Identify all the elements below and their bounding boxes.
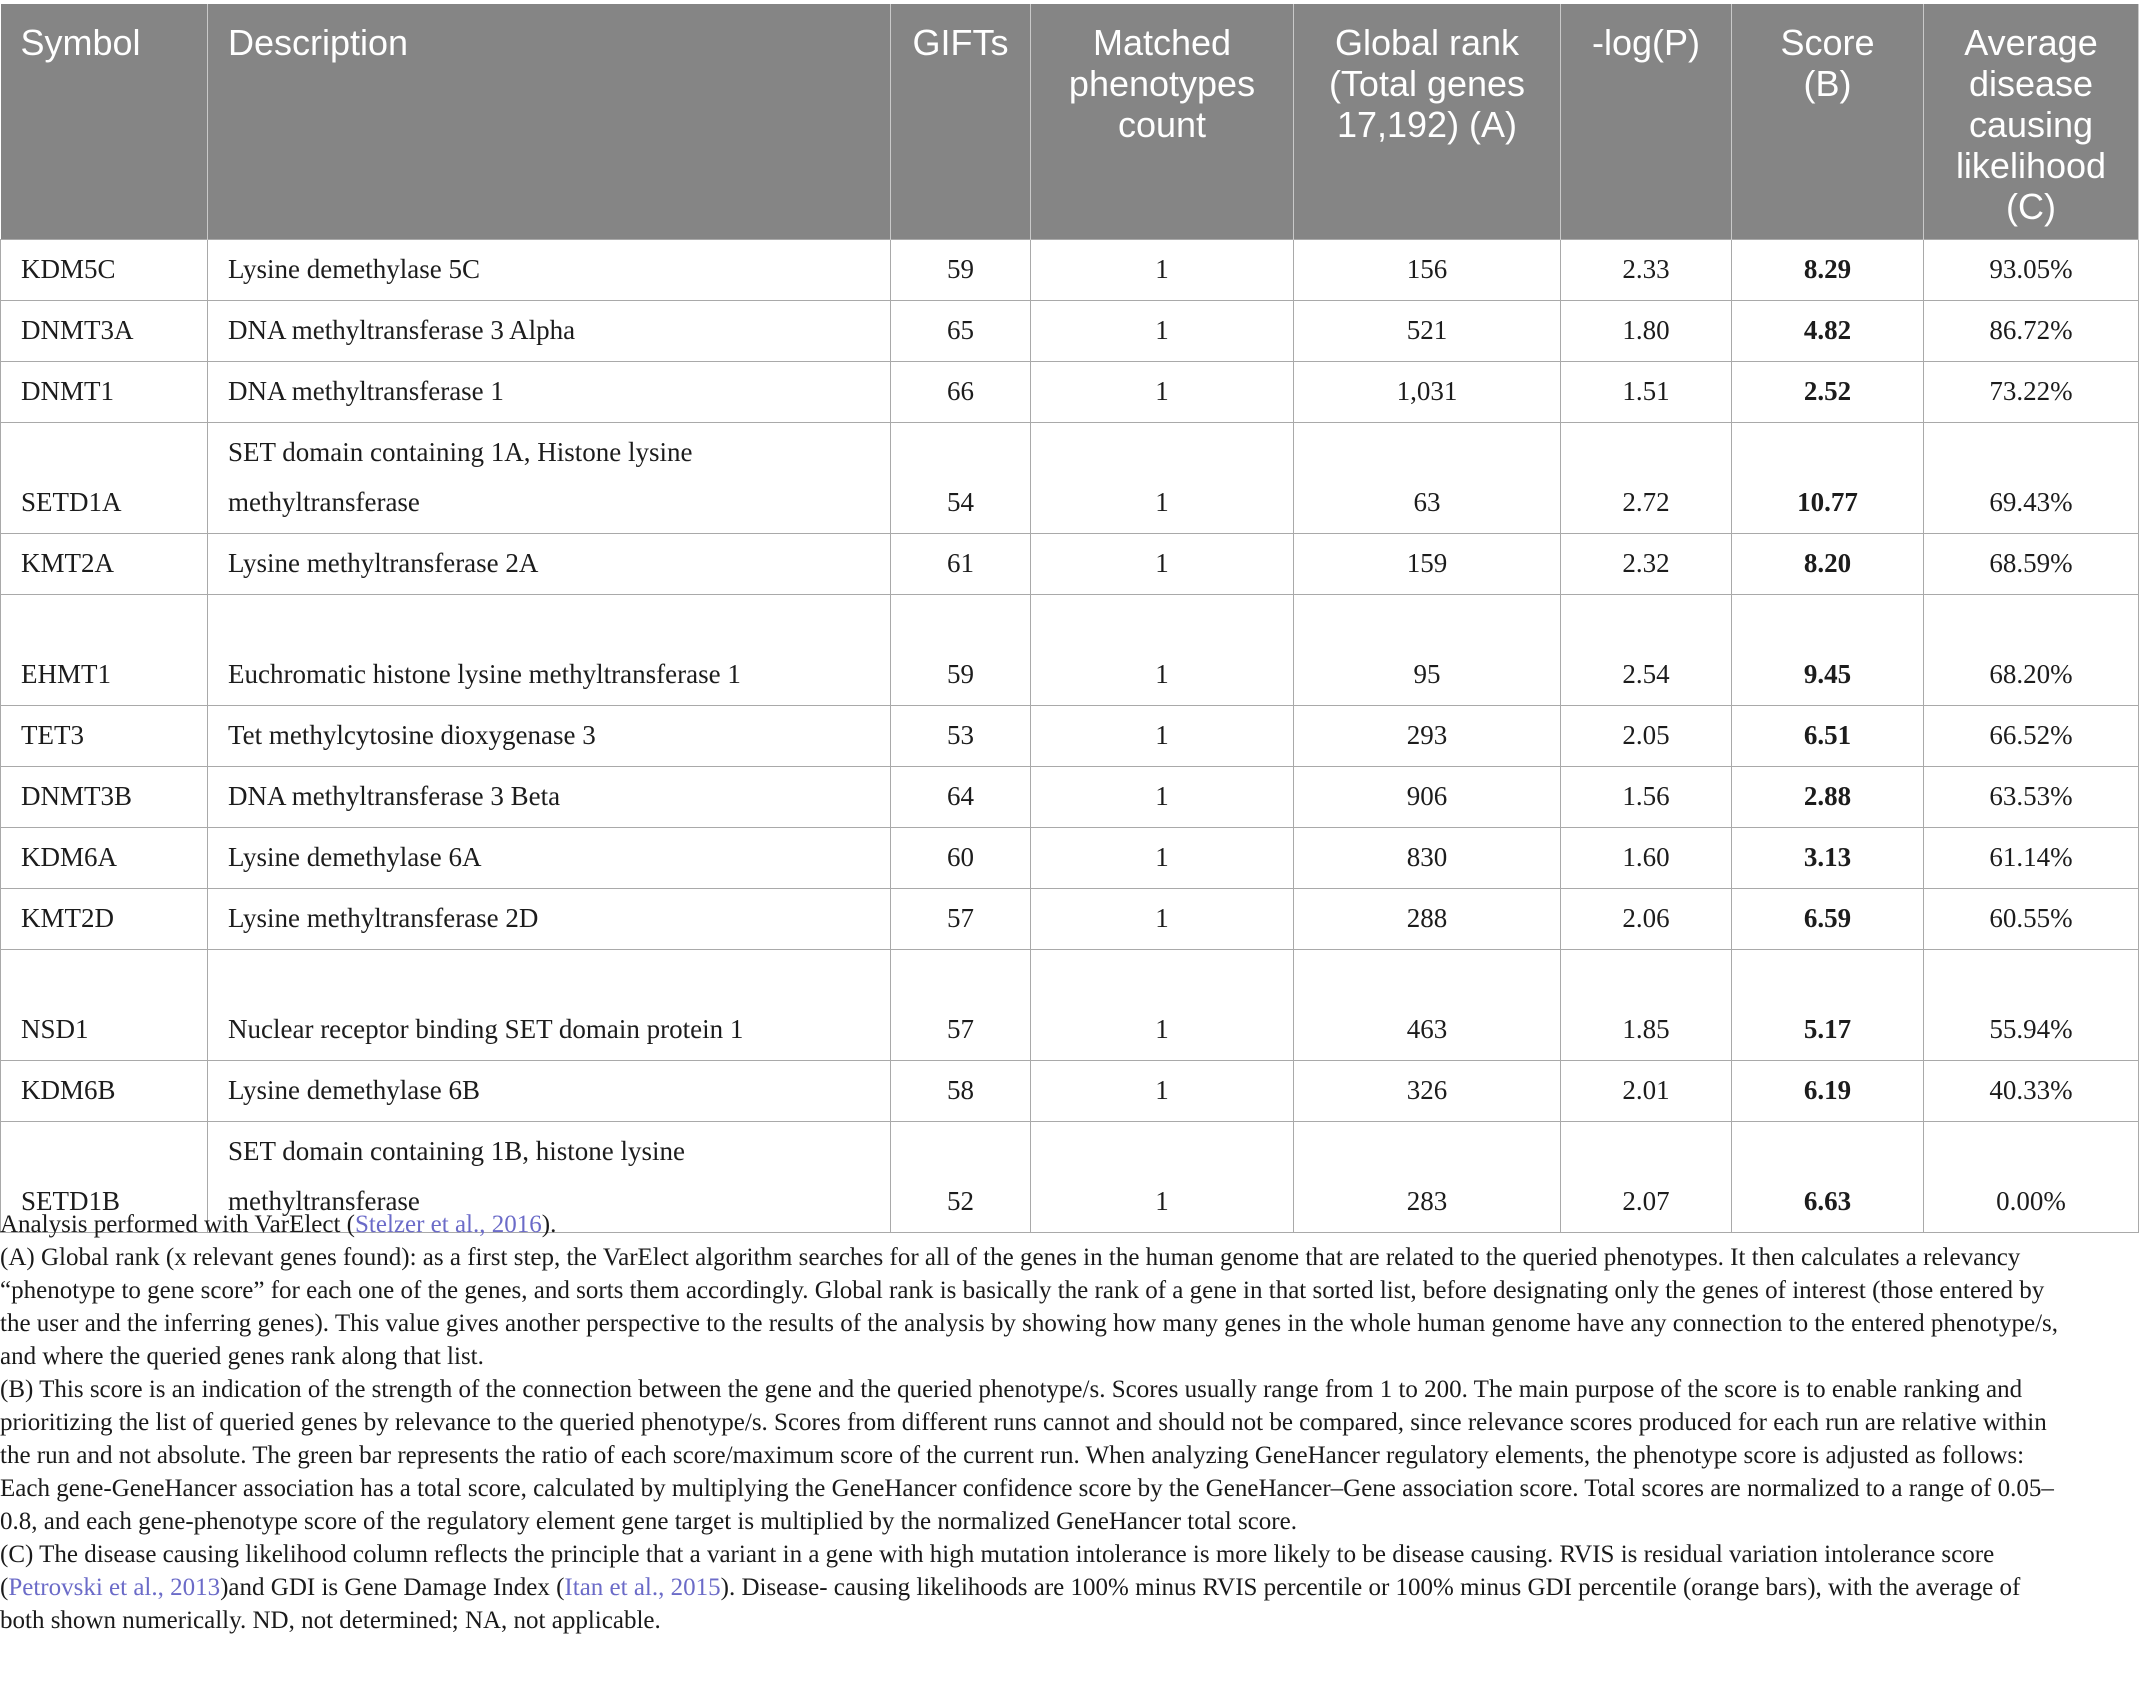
description-cell: Lysine demethylase 5C — [208, 240, 891, 301]
column-header: GIFTs — [891, 4, 1031, 240]
global-rank-cell: 159 — [1294, 534, 1561, 595]
score-cell: 10.77 — [1732, 423, 1924, 534]
score-cell: 8.20 — [1732, 534, 1924, 595]
gifts-cell: 59 — [891, 240, 1031, 301]
global-rank-cell: 830 — [1294, 828, 1561, 889]
table-row — [1, 706, 2139, 767]
score-cell: 8.29 — [1732, 240, 1924, 301]
likelihood-cell: 0.00% — [1924, 1122, 2139, 1233]
column-header: -log(P) — [1561, 4, 1732, 240]
description-cell: Lysine methyltransferase 2A — [208, 534, 891, 595]
table-header-row — [1, 4, 2139, 240]
score-cell: 3.13 — [1732, 828, 1924, 889]
likelihood-cell: 63.53% — [1924, 767, 2139, 828]
global-rank-cell: 283 — [1294, 1122, 1561, 1233]
likelihood-cell: 66.52% — [1924, 706, 2139, 767]
gifts-cell: 65 — [891, 301, 1031, 362]
column-header: Description — [208, 4, 891, 240]
table-row — [1, 950, 2139, 1061]
likelihood-cell: 68.20% — [1924, 595, 2139, 706]
logp-cell: 1.85 — [1561, 950, 1732, 1061]
matched-count-cell: 1 — [1031, 1122, 1294, 1233]
global-rank-cell: 326 — [1294, 1061, 1561, 1122]
description-cell: DNA methyltransferase 3 Beta — [208, 767, 891, 828]
symbol-cell: EHMT1 — [1, 595, 208, 706]
description-cell: Euchromatic histone lysine methyltransferase 1 — [208, 595, 891, 706]
likelihood-cell: 60.55% — [1924, 889, 2139, 950]
table-row — [1, 534, 2139, 595]
score-cell: 6.19 — [1732, 1061, 1924, 1122]
gifts-cell: 60 — [891, 828, 1031, 889]
table-row — [1, 362, 2139, 423]
score-cell: 6.63 — [1732, 1122, 1924, 1233]
gifts-cell: 53 — [891, 706, 1031, 767]
symbol-cell: TET3 — [1, 706, 208, 767]
itan-reference-link[interactable]: Itan et al., 2015 — [564, 1574, 721, 1601]
score-cell: 4.82 — [1732, 301, 1924, 362]
logp-cell: 1.80 — [1561, 301, 1732, 362]
logp-cell: 2.06 — [1561, 889, 1732, 950]
matched-count-cell: 1 — [1031, 950, 1294, 1061]
description-cell: Lysine demethylase 6B — [208, 1061, 891, 1122]
symbol-cell: KDM6B — [1, 1061, 208, 1122]
column-header: Global rank (Total genes 17,192) (A) — [1294, 4, 1561, 240]
description-cell: Tet methylcytosine dioxygenase 3 — [208, 706, 891, 767]
matched-count-cell: 1 — [1031, 423, 1294, 534]
matched-count-cell: 1 — [1031, 301, 1294, 362]
logp-cell: 2.32 — [1561, 534, 1732, 595]
global-rank-cell: 156 — [1294, 240, 1561, 301]
gifts-cell: 54 — [891, 423, 1031, 534]
gifts-cell: 64 — [891, 767, 1031, 828]
note-b: (B) This score is an indication of the strength of the connection between the gene and the queried phenotype/s. Scores usually range from 1 to 200. The main purpose of the score is to enable ranking and prioritizing the list of queried genes by relevance to the queried phenotype/s. Scores from different runs cannot and should not be compared, since relevance scores produced for each run are relative within the run and not absolute. The green bar represents the ratio of each score/maximum score of the current run. When analyzing GeneHancer regulatory elements, the phenotype score is adjusted as follows: Each gene-GeneHancer association has a total score, calculated by multiplying the GeneHancer confidence score by the GeneHancer–Gene association score. Total scores are normalized to a range of 0.05–0.8, and each gene-phenotype score of the regulatory element gene target is multiplied by the normalized GeneHancer total score. — [0, 1376, 2054, 1535]
global-rank-cell: 293 — [1294, 706, 1561, 767]
logp-cell: 2.72 — [1561, 423, 1732, 534]
global-rank-cell: 1,031 — [1294, 362, 1561, 423]
stelzer-reference-link[interactable]: Stelzer et al., 2016 — [355, 1211, 542, 1238]
description-cell: SET domain containing 1A, Histone lysine methyltransferase — [208, 423, 891, 534]
global-rank-cell: 95 — [1294, 595, 1561, 706]
score-cell: 2.52 — [1732, 362, 1924, 423]
gifts-cell: 52 — [891, 1122, 1031, 1233]
gifts-cell: 61 — [891, 534, 1031, 595]
logp-cell: 2.07 — [1561, 1122, 1732, 1233]
score-cell: 6.59 — [1732, 889, 1924, 950]
logp-cell: 2.05 — [1561, 706, 1732, 767]
symbol-cell: DNMT3A — [1, 301, 208, 362]
table-row — [1, 595, 2139, 706]
likelihood-cell: 68.59% — [1924, 534, 2139, 595]
likelihood-cell: 73.22% — [1924, 362, 2139, 423]
matched-count-cell: 1 — [1031, 767, 1294, 828]
description-cell: Lysine methyltransferase 2D — [208, 889, 891, 950]
logp-cell: 1.56 — [1561, 767, 1732, 828]
score-cell: 6.51 — [1732, 706, 1924, 767]
matched-count-cell: 1 — [1031, 1061, 1294, 1122]
matched-count-cell: 1 — [1031, 889, 1294, 950]
likelihood-cell: 69.43% — [1924, 423, 2139, 534]
gene-table-wrapper — [0, 4, 2107, 1233]
description-cell: Lysine demethylase 6A — [208, 828, 891, 889]
symbol-cell: KMT2A — [1, 534, 208, 595]
score-cell: 9.45 — [1732, 595, 1924, 706]
gifts-cell: 66 — [891, 362, 1031, 423]
symbol-cell: SETD1A — [1, 423, 208, 534]
likelihood-cell: 40.33% — [1924, 1061, 2139, 1122]
description-cell: SET domain containing 1B, histone lysine methyltransferase — [208, 1122, 891, 1233]
likelihood-cell: 93.05% — [1924, 240, 2139, 301]
matched-count-cell: 1 — [1031, 534, 1294, 595]
symbol-cell: KDM6A — [1, 828, 208, 889]
score-cell: 5.17 — [1732, 950, 1924, 1061]
column-header: Matched phenotypes count — [1031, 4, 1294, 240]
likelihood-cell: 55.94% — [1924, 950, 2139, 1061]
table-body — [1, 240, 2139, 1233]
matched-count-cell: 1 — [1031, 595, 1294, 706]
table-row — [1, 423, 2139, 534]
global-rank-cell: 463 — [1294, 950, 1561, 1061]
global-rank-cell: 288 — [1294, 889, 1561, 950]
column-header: Average disease causing likelihood (C) — [1924, 4, 2139, 240]
matched-count-cell: 1 — [1031, 706, 1294, 767]
table-row — [1, 889, 2139, 950]
symbol-cell: KDM5C — [1, 240, 208, 301]
table-row — [1, 240, 2139, 301]
column-header: Score (B) — [1732, 4, 1924, 240]
symbol-cell: NSD1 — [1, 950, 208, 1061]
logp-cell: 1.51 — [1561, 362, 1732, 423]
logp-cell: 2.33 — [1561, 240, 1732, 301]
symbol-cell: SETD1B — [1, 1122, 208, 1233]
note-a: (A) Global rank (x relevant genes found): as a first step, the VarElect algorithm searches for all of the genes in the human genome that are related to the queried phenotypes. It then calculates a relevancy “phenotype to gene score” for each one of the genes, and sorts them accordingly. Global rank is basically the rank of a gene in that sorted list, before designating only the genes of interest (those entered by the user and the inferring genes). This value gives another perspective to the results of the analysis by showing how many genes in the whole human genome have any connection to the entered phenotype/s, and where the queried genes rank along that list. — [0, 1244, 2058, 1370]
global-rank-cell: 521 — [1294, 301, 1561, 362]
gifts-cell: 57 — [891, 950, 1031, 1061]
gifts-cell: 58 — [891, 1061, 1031, 1122]
gifts-cell: 57 — [891, 889, 1031, 950]
likelihood-cell: 61.14% — [1924, 828, 2139, 889]
table-row — [1, 767, 2139, 828]
symbol-cell: DNMT3B — [1, 767, 208, 828]
logp-cell: 2.01 — [1561, 1061, 1732, 1122]
logp-cell: 2.54 — [1561, 595, 1732, 706]
petrovski-reference-link[interactable]: Petrovski et al., 2013 — [8, 1574, 221, 1601]
description-cell: Nuclear receptor binding SET domain protein 1 — [208, 950, 891, 1061]
table-row — [1, 301, 2139, 362]
table-footnotes — [0, 1208, 2062, 1637]
score-cell: 2.88 — [1732, 767, 1924, 828]
description-cell: DNA methyltransferase 3 Alpha — [208, 301, 891, 362]
symbol-cell: KMT2D — [1, 889, 208, 950]
matched-count-cell: 1 — [1031, 362, 1294, 423]
gifts-cell: 59 — [891, 595, 1031, 706]
gene-table — [0, 4, 2139, 1233]
matched-count-cell: 1 — [1031, 828, 1294, 889]
table-row — [1, 1061, 2139, 1122]
table-row — [1, 828, 2139, 889]
global-rank-cell: 906 — [1294, 767, 1561, 828]
analysis-note: Analysis performed with VarElect (Stelzer et al., 2016). — [0, 1211, 557, 1238]
matched-count-cell: 1 — [1031, 240, 1294, 301]
global-rank-cell: 63 — [1294, 423, 1561, 534]
note-c: (C) The disease causing likelihood column reflects the principle that a variant in a gene with high mutation intolerance is more likely to be disease causing. RVIS is residual variation intolerance score (Petrovski et al., 2013)and GDI is Gene Damage Index (Itan et al., 2015). Disease- causing likelihoods are 100% minus RVIS percentile or 100% minus GDI percentile (orange bars), with the average of both shown numerically. ND, not determined; NA, not applicable. — [0, 1541, 2021, 1634]
description-cell: DNA methyltransferase 1 — [208, 362, 891, 423]
logp-cell: 1.60 — [1561, 828, 1732, 889]
likelihood-cell: 86.72% — [1924, 301, 2139, 362]
symbol-cell: DNMT1 — [1, 362, 208, 423]
column-header: Symbol — [1, 4, 208, 240]
